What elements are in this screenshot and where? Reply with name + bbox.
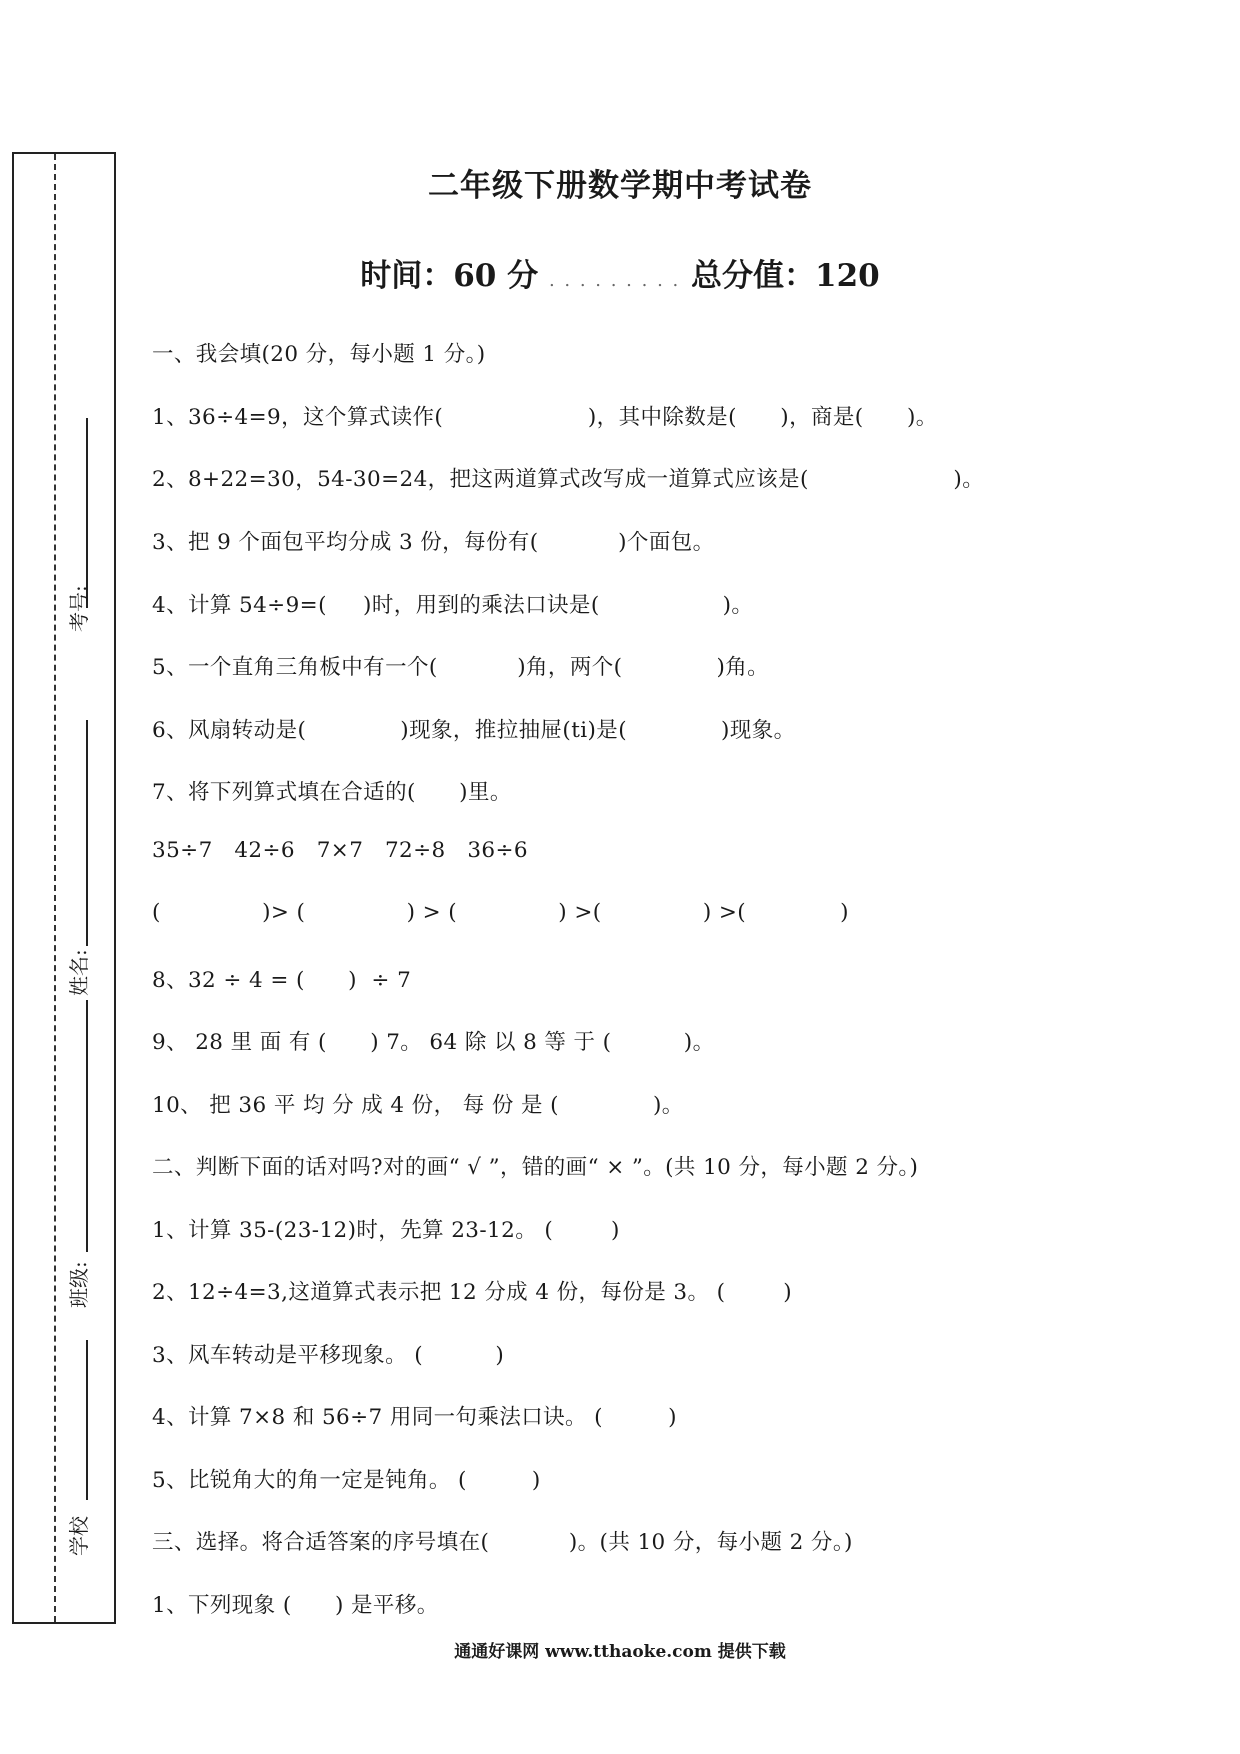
section-2-heading: 二、判断下面的话对吗?对的画“ √ ”，错的画“ × ”。(共 10 分，每小题 2 分。): [152, 1155, 919, 1180]
question-line: 4、计算 7×8 和 56÷7 用同一句乘法口诀。 ( ): [152, 1405, 677, 1430]
section-1-heading: 一、我会填(20 分，每小题 1 分。): [152, 342, 486, 367]
question-line: 7、将下列算式填在合适的( )里。: [152, 780, 512, 805]
question-line: 3、风车转动是平移现象。 ( ): [152, 1343, 505, 1368]
exam-time: 时间：60 分: [360, 258, 539, 294]
name-line: [86, 720, 88, 946]
question-line: 2、12÷4=3,这道算式表示把 12 分成 4 份，每份是 3。 ( ): [152, 1280, 793, 1305]
exam-no-label: 考号:: [67, 585, 91, 632]
question-line: 1、计算 35-(23-12)时，先算 23-12。 ( ): [152, 1218, 620, 1243]
exam-info: [0, 250, 1240, 295]
class-label: 班级:: [67, 1261, 91, 1308]
section-3-heading: 三、选择。将合适答案的序号填在( )。(共 10 分，每小题 2 分。): [152, 1530, 853, 1555]
question-line: 2、8+22=30，54-30=24，把这两道算式改写成一道算式应该是( )。: [152, 467, 985, 492]
question-line: 4、计算 54÷9=( )时，用到的乘法口诀是( )。: [152, 593, 754, 618]
footer-source: 通通好课网 www.tthaoke.com 提供下载: [454, 1642, 786, 1662]
question-line: 6、风扇转动是( )现象，推拉抽屉(ti)是( )现象。: [152, 718, 796, 743]
question-line: 3、把 9 个面包平均分成 3 份，每份有( )个面包。: [152, 530, 715, 555]
dotted-separator: . . . . . . . . .: [548, 270, 681, 291]
question-line: 1、下列现象 ( ) 是平移。: [152, 1593, 439, 1618]
exam-no-line: [86, 418, 88, 608]
question-line: 10、 把 36 平 均 分 成 4 份， 每 份 是 ( )。: [152, 1093, 684, 1118]
school-line: [86, 1340, 88, 1500]
question-line: 8、32 ÷ 4 = ( ) ÷ 7: [152, 968, 412, 993]
question-line: 5、比锐角大的角一定是钝角。 ( ): [152, 1468, 541, 1493]
question-line: 5、一个直角三角板中有一个( )角，两个( )角。: [152, 655, 770, 680]
page-title: 二年级下册数学期中考试卷: [428, 168, 812, 204]
name-label: 姓名:: [67, 949, 91, 996]
binding-dashed-line: [54, 154, 56, 1622]
school-label: 学校: [67, 1516, 91, 1556]
binding-strip: [12, 152, 116, 1624]
question-line: 1、36÷4=9，这个算式读作( )，其中除数是( )，商是( )。: [152, 405, 938, 430]
ordering-blanks: ( )> ( ) > ( ) >( ) >( ): [152, 900, 849, 925]
expressions-line: 35÷7 42÷6 7×7 72÷8 36÷6: [152, 838, 528, 863]
exam-total-score: 总分值：120: [691, 258, 880, 294]
question-line: 9、 28 里 面 有 ( ) 7。 64 除 以 8 等 于 ( )。: [152, 1030, 715, 1055]
class-line: [86, 1000, 88, 1252]
